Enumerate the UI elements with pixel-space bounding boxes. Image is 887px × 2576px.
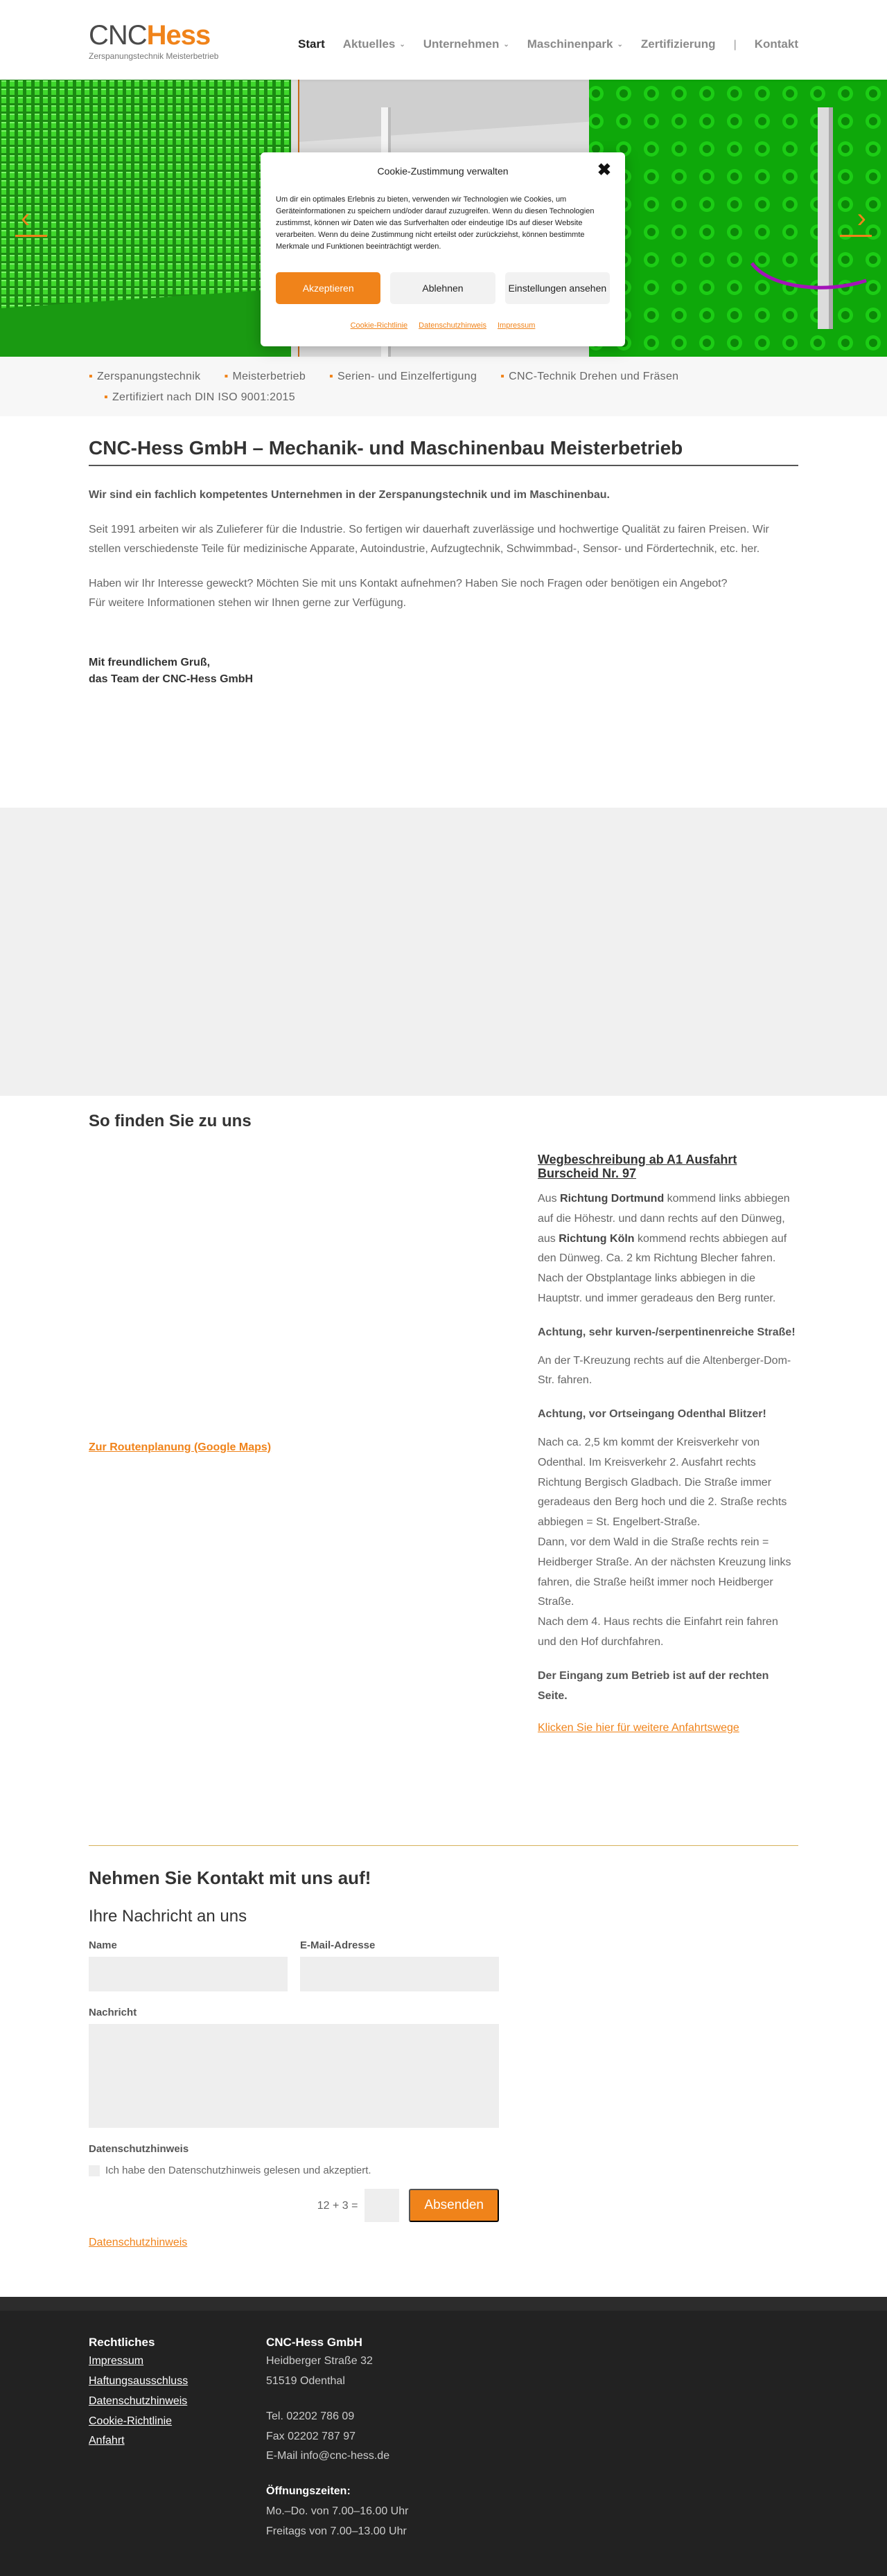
- route-planner-link[interactable]: Zur Routenplanung (Google Maps): [89, 1441, 272, 1453]
- page-title: CNC-Hess GmbH – Mechanik- und Maschinenbau Meisterbetrieb: [89, 436, 798, 466]
- slider-prev-arrow-icon[interactable]: ‹: [21, 203, 30, 233]
- footer-city: 51519 Odenthal: [266, 2374, 345, 2387]
- nav-unternehmen[interactable]: [423, 35, 509, 55]
- directions-warning: Achtung, sehr kurven-/serpentinenreiche Straße!: [538, 1326, 796, 1338]
- footer-link-impressum[interactable]: Impressum: [89, 2355, 144, 2368]
- feature-item: [104, 387, 295, 408]
- footer-fax: Fax 02202 787 97: [266, 2430, 355, 2442]
- intro-paragraph: [89, 574, 798, 613]
- feature-item: [329, 366, 477, 387]
- feature-item: [89, 366, 200, 387]
- chevron-down-icon: ⌄: [503, 40, 509, 48]
- feature-bar: [0, 357, 887, 416]
- cookie-privacy-link[interactable]: Datenschutzhinweis: [419, 321, 486, 330]
- greeting-signature: das Team der CNC-Hess GmbH: [89, 673, 254, 686]
- email-label: E-Mail-Adresse: [300, 1939, 376, 1951]
- main-nav: [280, 25, 798, 55]
- footer-company-title: CNC-Hess GmbH: [266, 2336, 362, 2349]
- cookie-links: [276, 319, 610, 332]
- nav-label: Unternehmen: [423, 37, 500, 51]
- footer-street: Heidberger Straße 32: [266, 2355, 373, 2368]
- contact-section: [0, 1845, 887, 2297]
- cookie-title: Cookie-Zustimmung verwalten: [377, 166, 509, 177]
- message-textarea[interactable]: [89, 2024, 499, 2128]
- privacy-check-text: Ich habe den Datenschutzhinweis gelesen und akzeptiert.: [105, 2164, 371, 2176]
- contact-title: Nehmen Sie Kontakt mit uns auf!: [89, 1867, 371, 1888]
- intro-question: Haben wir Ihr Interesse geweckt? Möchten Sie mit uns Kontakt aufnehmen? Haben Sie noch Fragen oder benötigen ein Angebot?: [89, 578, 728, 590]
- directions-title: So finden Sie zu uns: [89, 1112, 252, 1130]
- privacy-checkbox[interactable]: [89, 2165, 100, 2176]
- cookie-accept-button[interactable]: Akzeptieren: [276, 272, 380, 304]
- nav-maschinenpark[interactable]: [527, 35, 623, 55]
- text: Dann, vor dem Wald in die Straße rechts rein = Heidberger Straße. An der nächsten Kreuzung links fahren, die Straße heißt immer noch Heidberger Straße.: [538, 1536, 791, 1608]
- intro-lead: Wir sind ein fachlich kompetentes Unternehmen in der Zerspanungstechnik und im Maschinenbau.: [89, 489, 610, 501]
- nav-label: Kontakt: [754, 37, 798, 51]
- captcha-input[interactable]: [365, 2189, 399, 2222]
- nav-label: Maschinenpark: [527, 37, 613, 51]
- form-title: Ihre Nachricht an uns: [89, 1906, 247, 1926]
- directions-left: [89, 1147, 504, 1738]
- nav-zertifizierung[interactable]: [641, 35, 716, 55]
- directions-heading: Wegbeschreibung ab A1 Ausfahrt Burscheid Nr. 97: [538, 1152, 737, 1181]
- logo[interactable]: [89, 19, 218, 61]
- nav-label: Zertifizierung: [640, 37, 716, 51]
- feature-label: Serien- und Einzelfertigung: [337, 371, 477, 382]
- bullet-icon: ▪: [500, 371, 505, 382]
- feature-label: Zerspanungstechnik: [96, 371, 201, 382]
- privacy-check-row: [89, 2162, 499, 2180]
- feature-label: Zertifiziert nach DIN ISO 9001:2015: [112, 391, 295, 403]
- slider-accent-line: [15, 235, 47, 237]
- nav-kontakt[interactable]: [755, 35, 798, 55]
- site-header: [0, 0, 887, 80]
- intro-section: [0, 416, 887, 808]
- contact-form: [89, 1938, 499, 2223]
- nav-label: Start: [298, 37, 325, 51]
- cookie-deny-button[interactable]: Ablehnen: [390, 272, 495, 304]
- cookie-text: Um dir ein optimales Erlebnis zu bieten, verwenden wir Technologien wie Cookies, um Geräteinformationen zu speichern und/oder darauf zuzugreifen. Wenn du diesen Technologien zustimmst, können wir Daten wie das Surfverhalten oder eindeutige IDs auf dieser Website verarbeiten. Wenn du deine Zustimmung nicht erteilst oder zurückziehst, können bestimmte Merkmale und Funktionen beeinträchtigt werden.: [276, 195, 595, 251]
- footer-link-cookie[interactable]: Cookie-Richtlinie: [89, 2415, 173, 2427]
- privacy-label: Datenschutzhinweis: [89, 2142, 189, 2155]
- text: Nach dem 4. Haus rechts die Einfahrt rein fahren und den Hof durchfahren.: [538, 1616, 778, 1648]
- feature-item: [224, 366, 306, 387]
- cookie-imprint-link[interactable]: Impressum: [497, 321, 536, 330]
- bullet-icon: ▪: [329, 371, 334, 382]
- text: Aus: [538, 1192, 561, 1205]
- intro-greeting: [89, 655, 798, 688]
- footer-link-anfahrt[interactable]: Anfahrt: [89, 2435, 125, 2447]
- text: Nach der Obstplantage links abbiegen in die Hauptstr. und immer geradeaus den Berg runter.: [538, 1272, 776, 1304]
- directions-paragraph: [538, 1433, 798, 1653]
- email-input[interactable]: [300, 1957, 499, 1991]
- footer-hours-weekday: Mo.–Do. von 7.00–16.00 Uhr: [266, 2505, 409, 2517]
- footer-hours-title: Öffnungszeiten:: [266, 2485, 351, 2498]
- directions-section: [0, 1096, 887, 1845]
- logo-hess: Hess: [146, 19, 211, 51]
- bullet-icon: ▪: [89, 371, 93, 382]
- directions-paragraph: An der T-Kreuzung rechts auf die Altenberger-Dom-Str. fahren.: [538, 1354, 791, 1387]
- text: Nach ca. 2,5 km kommt der Kreisverkehr von Odenthal. Im Kreisverkehr 2. Ausfahrt rechts Richtung Bergisch Gladbach. Die Straße immer geradeaus den Berg hoch und die 2. Straße rechts abbiegen = St. Engelbert-Straße.: [538, 1436, 787, 1529]
- nav-label: Aktuelles: [342, 37, 396, 51]
- nav-aktuelles[interactable]: [343, 35, 405, 55]
- directions-warning: Achtung, vor Ortseingang Odenthal Blitzer!: [538, 1408, 766, 1421]
- feature-label: CNC-Technik Drehen und Fräsen: [509, 371, 679, 382]
- site-footer: [0, 2297, 887, 2576]
- name-label: Name: [89, 1939, 117, 1951]
- nav-separator: |: [733, 38, 737, 51]
- footer-link-haftung[interactable]: Haftungsausschluss: [89, 2374, 188, 2387]
- intro-info: Für weitere Informationen stehen wir Ihnen gerne zur Verfügung.: [89, 597, 407, 610]
- message-label: Nachricht: [89, 2006, 137, 2018]
- cookie-buttons: [276, 272, 610, 304]
- text: kommend links abbiegen auf die Höhestr. und dann rechts auf den Dünweg, aus: [538, 1192, 790, 1245]
- intro-paragraph: Seit 1991 arbeiten wir als Zulieferer für die Industrie. So fertigen wir dauerhaft zuverlässige und hochwertige Qualität zu fairen Preisen. Wir stellen verschiedenste Teile für medizinische Apparate, Autoindustrie, Aufzugtechnik, Schwimmbad-, Sensor- und Fördertechnik, etc. her.: [89, 524, 769, 556]
- logo-tagline: Zerspanungstechnik Meisterbetrieb: [89, 51, 219, 61]
- direction-koeln: Richtung Köln: [559, 1232, 635, 1245]
- directions-warning: Der Eingang zum Betrieb ist auf der rechten Seite.: [538, 1669, 769, 1702]
- feature-label: Meisterbetrieb: [232, 371, 306, 382]
- feature-list: [89, 366, 712, 408]
- logo-cnc: CNC: [89, 19, 147, 51]
- footer-legal-title: Rechtliches: [89, 2336, 155, 2349]
- cookie-settings-button[interactable]: Einstellungen ansehen: [505, 272, 610, 304]
- name-input[interactable]: [89, 1957, 288, 1991]
- map-embed[interactable]: [0, 808, 887, 1096]
- close-icon[interactable]: ✖: [597, 161, 611, 179]
- privacy-link[interactable]: Datenschutzhinweis: [89, 2237, 188, 2249]
- slider-next-arrow-icon[interactable]: ›: [857, 203, 866, 233]
- more-directions-link[interactable]: Klicken Sie hier für weitere Anfahrtswege: [538, 1722, 739, 1734]
- footer-email: E-Mail info@cnc-hess.de: [266, 2450, 390, 2462]
- footer-legal: [89, 2333, 266, 2542]
- chevron-down-icon: ⌄: [617, 40, 623, 48]
- cookie-consent-dialog: [261, 152, 625, 346]
- direction-dortmund: Richtung Dortmund: [560, 1192, 665, 1205]
- text: kommend rechts abbiegen auf den Dünweg. Ca. 2 km Richtung Blecher fahren.: [538, 1232, 787, 1265]
- bullet-icon: ▪: [104, 391, 108, 403]
- directions-text: [538, 1147, 798, 1738]
- nav-start[interactable]: [298, 35, 325, 55]
- slider-accent-line: [840, 235, 872, 237]
- cookie-policy-link[interactable]: Cookie-Richtlinie: [350, 321, 408, 330]
- bullet-icon: ▪: [224, 371, 229, 382]
- footer-link-datenschutz[interactable]: Datenschutzhinweis: [89, 2395, 188, 2407]
- directions-paragraph: [538, 1189, 798, 1309]
- submit-button[interactable]: Absenden: [409, 2189, 499, 2222]
- footer-hours-friday: Freitags von 7.00–13.00 Uhr: [266, 2525, 407, 2537]
- footer-tel: Tel. 02202 786 09: [266, 2410, 355, 2422]
- logo-wordmark: [89, 21, 218, 49]
- captcha-question: 12 + 3 =: [317, 2199, 358, 2212]
- feature-item: [500, 366, 678, 387]
- footer-company: [266, 2333, 543, 2542]
- chevron-down-icon: ⌄: [399, 40, 405, 48]
- greeting-line: Mit freundlichem Gruß,: [89, 657, 211, 669]
